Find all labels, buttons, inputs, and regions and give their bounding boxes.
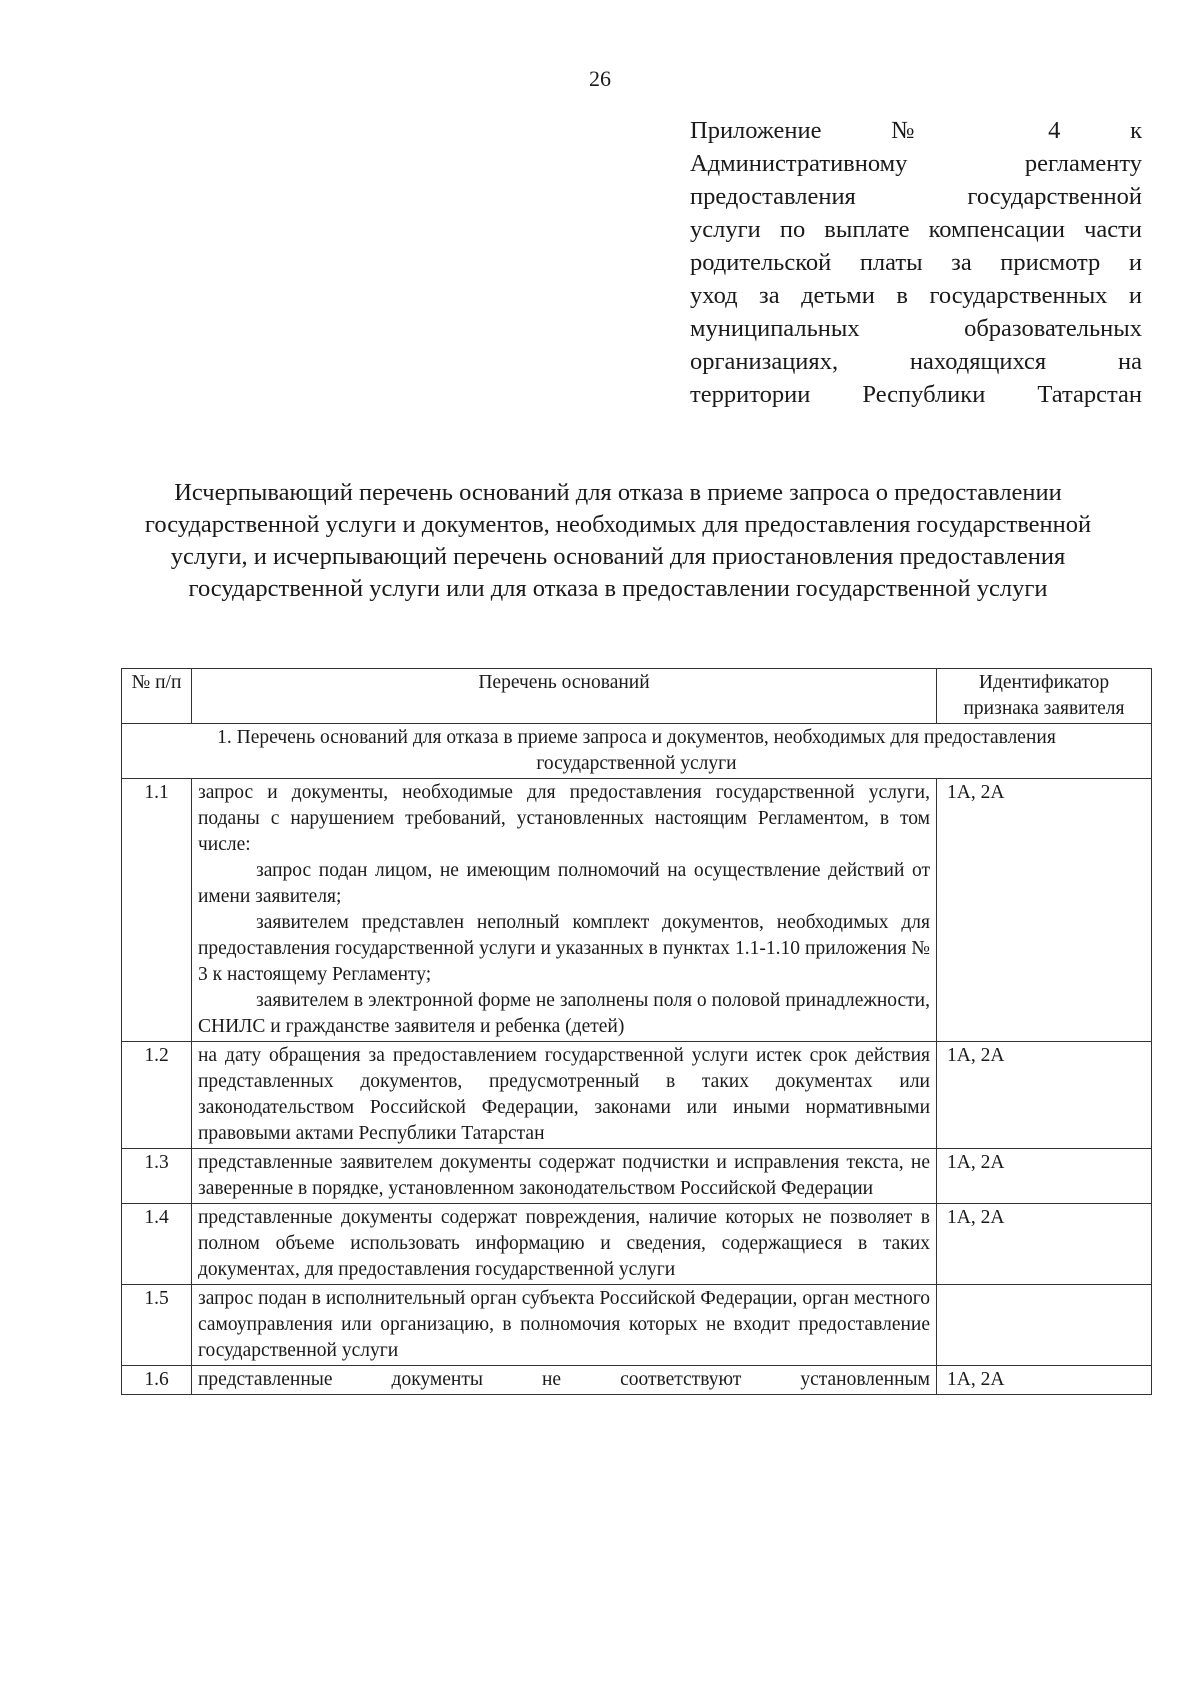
appendix-line: муниципальных образовательных xyxy=(690,315,1142,342)
appendix-line: услуги по выплате компенсации части xyxy=(690,216,1142,243)
row-text-main: запрос и документы, необходимые для предоставления государственной услуги, поданы с нарушением требований, установленных настоящим Регламентом, в том числе: xyxy=(198,782,930,855)
table-row xyxy=(122,1042,1152,1149)
row-text-partial: представленные документы не соответствуют установленным xyxy=(198,1369,930,1390)
row-identifier: 1А, 2А xyxy=(937,779,1152,1042)
row-identifier: 1А, 2А xyxy=(937,1366,1152,1395)
table-row xyxy=(122,1366,1152,1395)
appendix-line: Приложение № 4 к xyxy=(690,117,1142,144)
appendix-line: уход за детьми в государственных и xyxy=(690,282,1142,309)
row-identifier xyxy=(937,1285,1152,1366)
row-text: на дату обращения за предоставлением государственной услуги истек срок действия представленных документов, предусмотренный в таких документах или законодательством Российской Федерации, законами или иными нормативными правовыми актами Республики Татарстан xyxy=(192,1042,937,1149)
appendix-line: предоставления государственной xyxy=(690,183,1142,210)
row-text-sub: запрос подан лицом, не имеющим полномочий на осуществление действий от имени заявителя; xyxy=(198,860,930,907)
appendix-line: родительской платы за присмотр и xyxy=(690,249,1142,276)
table-row xyxy=(122,779,1152,1042)
table-row xyxy=(122,1149,1152,1204)
table-header-row xyxy=(122,669,1152,724)
table-row xyxy=(122,1285,1152,1366)
section-title: 1. Перечень оснований для отказа в приеме запроса и документов, необходимых для предоставления государственной услуги xyxy=(122,724,1152,779)
row-number: 1.2 xyxy=(122,1042,192,1149)
row-number: 1.3 xyxy=(122,1149,192,1204)
row-number: 1.5 xyxy=(122,1285,192,1366)
row-text: запрос подан в исполнительный орган субъекта Российской Федерации, орган местного самоуправления или организацию, в полномочия которых не входит предоставление государственной услуги xyxy=(192,1285,937,1366)
header-identifier: Идентификатор признака заявителя xyxy=(937,669,1152,724)
section-row xyxy=(122,724,1152,779)
row-text: представленные документы содержат повреждения, наличие которых не позволяет в полном объеме использовать информацию и сведения, содержащиеся в таких документах, для предоставления государственной услуги xyxy=(192,1204,937,1285)
row-text xyxy=(192,779,937,1042)
row-text: представленные заявителем документы содержат подчистки и исправления текста, не заверенные в порядке, установленном законодательством Российской Федерации xyxy=(192,1149,937,1204)
appendix-line: территории Республики Татарстан xyxy=(690,381,1142,408)
table-row xyxy=(122,1204,1152,1285)
row-identifier: 1А, 2А xyxy=(937,1204,1152,1285)
row-text-sub: заявителем в электронной форме не заполнены поля о половой принадлежности, СНИЛС и гражданстве заявителя и ребенка (детей) xyxy=(198,990,930,1037)
appendix-line: организациях, находящихся на xyxy=(690,348,1142,375)
page-number: 26 xyxy=(589,66,611,91)
row-identifier: 1А, 2А xyxy=(937,1149,1152,1204)
row-number: 1.6 xyxy=(122,1366,192,1395)
row-number: 1.1 xyxy=(122,779,192,1042)
row-number: 1.4 xyxy=(122,1204,192,1285)
header-list: Перечень оснований xyxy=(192,669,937,724)
document-title: Исчерпывающий перечень оснований для отказа в приеме запроса о предоставлении государственной услуги и документов, необходимых для предоставления государственной услуги, и исчерпывающий перечень оснований для приостановления предоставления государственной услуги или для отказа в предоставлении государственной услуги xyxy=(144,479,1092,602)
appendix-line: Административному регламенту xyxy=(690,150,1142,177)
row-text-sub: заявителем представлен неполный комплект документов, необходимых для предоставления государственной услуги и указанных в пунктах 1.1-1.10 приложения № 3 к настоящему Регламенту; xyxy=(198,912,930,985)
grounds-table xyxy=(121,668,1152,1395)
row-identifier: 1А, 2А xyxy=(937,1042,1152,1149)
header-num: № п/п xyxy=(122,669,192,724)
row-text xyxy=(192,1366,937,1395)
appendix-reference xyxy=(690,114,1142,411)
